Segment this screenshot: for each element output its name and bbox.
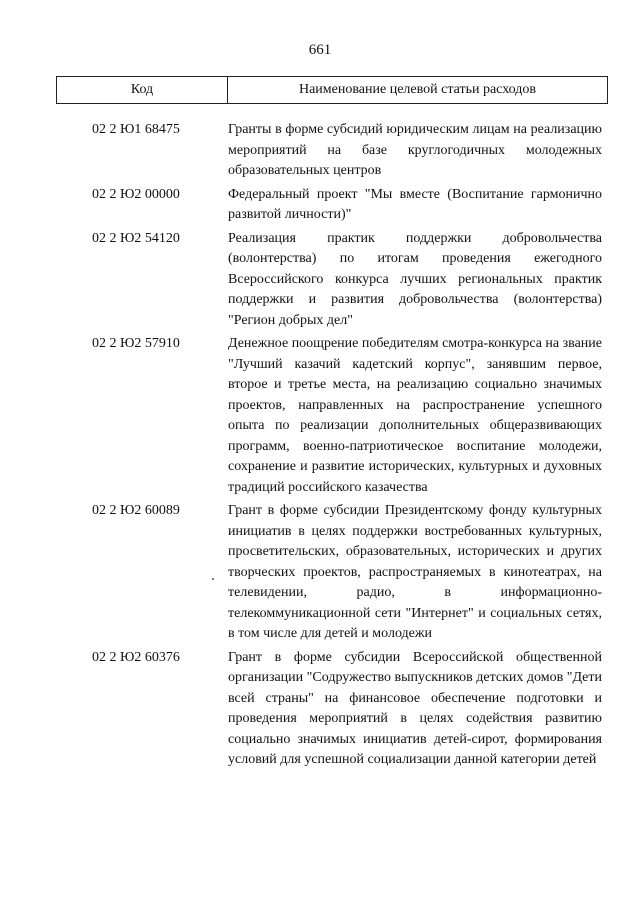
table-row: [0, 185, 640, 226]
row-code: 02 2 Ю2 60089: [92, 503, 180, 518]
table-header: [56, 76, 608, 104]
table-row: [0, 648, 640, 771]
table-row: [0, 501, 640, 645]
row-code: 02 2 Ю2 54120: [92, 230, 180, 246]
row-code: 02 2 Ю1 68475: [92, 122, 180, 137]
header-code: Код: [57, 77, 228, 103]
table-row: [0, 120, 640, 182]
row-code: 02 2 Ю2 57910: [92, 336, 180, 351]
page-number: 661: [308, 42, 332, 58]
row-name: Гранты в форме субсидий юридическим лицам на реализацию мероприятий на базе круглогодичных молодежных образовательных центров: [228, 122, 602, 178]
scan-speck: [212, 578, 214, 580]
row-name: Федеральный проект "Мы вместе (Воспитание гармонично развитой личности)": [228, 186, 602, 222]
table-row: [0, 229, 640, 332]
header-name: Наименование целевой статьи расходов: [298, 82, 537, 97]
row-name: Денежное поощрение победителям смотра-конкурса на звание "Лучший казачий кадетский корпус", занявшим первое, второе и третье места, на реализацию социально значимых проектов, направленных на распространение успешного опыта по реализации дополнительных общеразвивающих программ, военно-патриотическое воспитание молодежи, сохранение и развитие исторических, культурных и духовных традиций российского казачества: [228, 336, 602, 495]
table-row: [0, 334, 640, 498]
table-body: [0, 120, 640, 774]
row-code: 02 2 Ю2 60376: [92, 649, 180, 665]
row-name: Грант в форме субсидии Президентскому фонду культурных инициатив в целях поддержки востребованных культурных, просветительских, образовательных, исторических и других творческих проектов, распространяемых в кинотеатрах, на телевидении, радио, в информационно-телекоммуникационной сети "Интернет" и социальных сетях, в том числе для детей и молодежи: [228, 503, 602, 641]
row-name: Реализация практик поддержки добровольчества (волонтерства) по итогам проведения ежегодного Всероссийского конкурса лучших региональных практик поддержки и развития добровольчества (волонтерства) "Регион добрых дел": [228, 230, 602, 328]
row-name: Грант в форме субсидии Всероссийской общественной организации "Содружество выпускников детских домов "Дети всей страны" на финансовое обеспечение подготовки и проведения мероприятий в целях содействия развитию социально значимых инициатив детей-сирот, формирования условий для успешной социализации данной категории детей: [228, 649, 602, 767]
row-code: 02 2 Ю2 00000: [92, 186, 180, 202]
